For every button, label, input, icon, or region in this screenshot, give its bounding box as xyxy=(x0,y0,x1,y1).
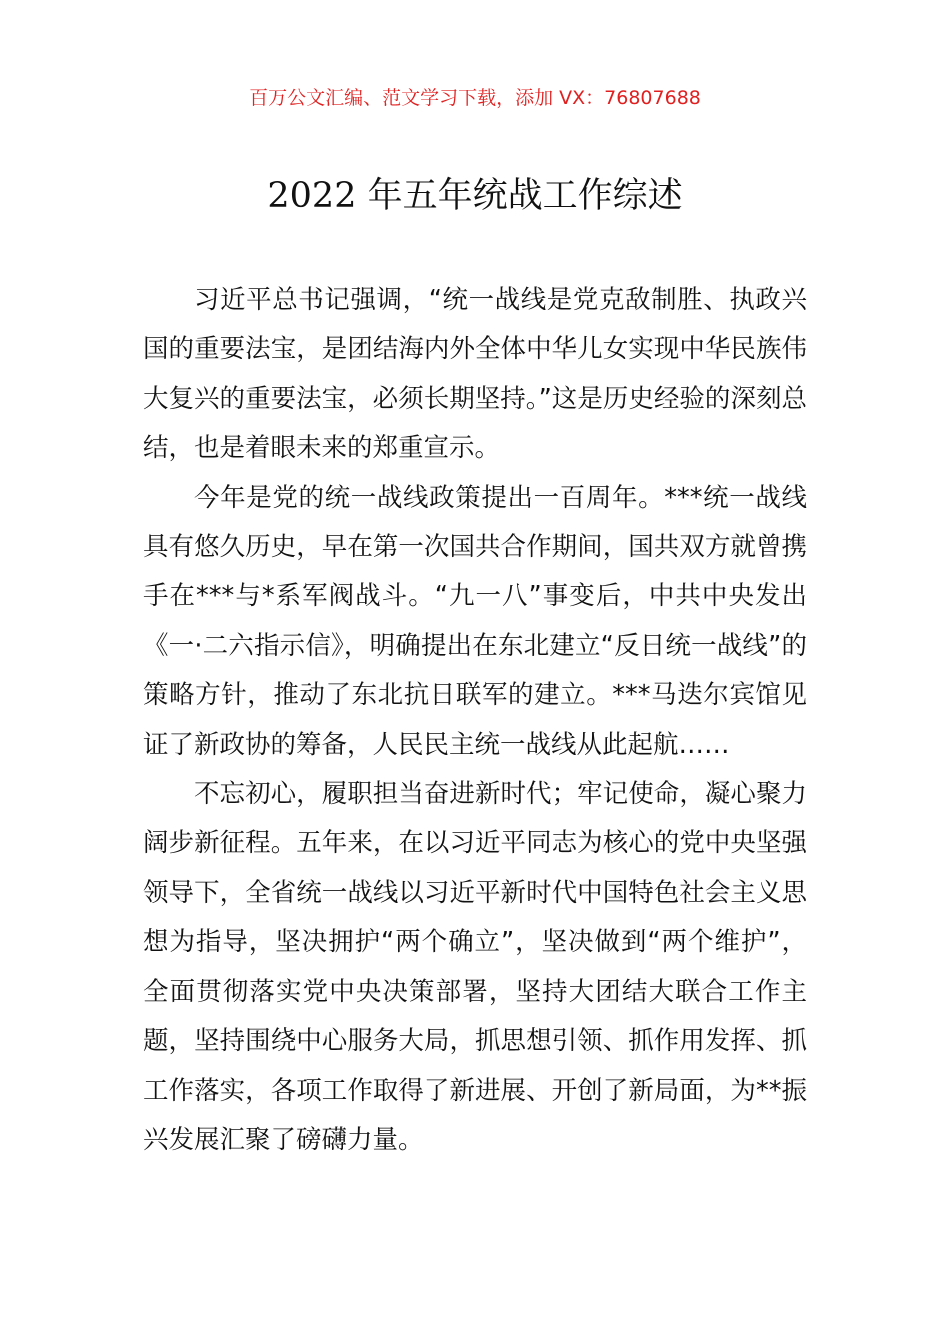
paragraph-2: 今年是党的统一战线政策提出一百周年。***统一战线具有悠久历史，早在第一次国共合作期间，国共双方就曾携手在***与*系军阀战斗。“九一八”事变后，中共中央发出《一·二六指示信》，明确提出在东北建立“反日统一战线”的策略方针，推动了东北抗日联军的建立。***马迭尔宾馆见证了新政协的筹备，人民民主统一战线从此起航…… xyxy=(143,482,807,760)
paragraph-3: 不忘初心，履职担当奋进新时代；牢记使命，凝心聚力阔步新征程。五年来，在以习近平同志为核心的党中央坚强领导下，全省统一战线以习近平新时代中国特色社会主义思想为指导，坚决拥护“两个确立”，坚决做到“两个维护”，全面贯彻落实党中央决策部署，坚持大团结大联合工作主题，坚持围绕中心服务大局，抓思想引领、抓作用发挥、抓工作落实，各项工作取得了新进展、开创了新局面，为**振兴发展汇聚了磅礴力量。 xyxy=(143,779,807,1155)
paragraph-1: 习近平总书记强调，“统一战线是党克敌制胜、执政兴国的重要法宝，是团结海内外全体中华儿女实现中华民族伟大复兴的重要法宝，必须长期坚持。”这是历史经验的深刻总结，也是着眼未来的郑重宣示。 xyxy=(143,285,807,464)
document-title: 2022 年五年统战工作综述 xyxy=(267,176,683,216)
header-watermark-note: 百万公文汇编、范文学习下载，添加 VX：76807688 xyxy=(249,87,701,109)
document-body xyxy=(143,276,807,1165)
